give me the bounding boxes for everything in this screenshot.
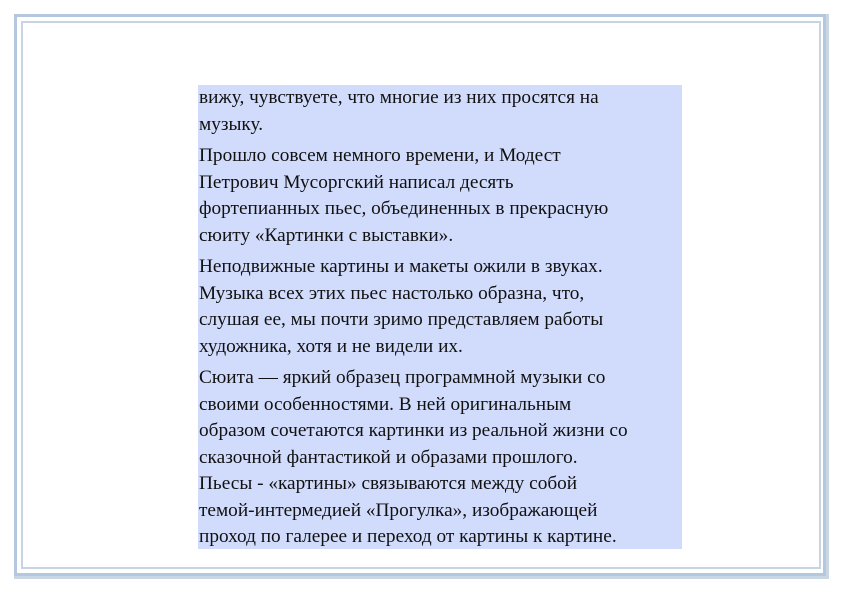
paragraph-1: вижу, чувствуете, что многие из них просятся на музыку. [199,87,599,135]
paragraph-4: Сюита — яркий образец программной музыки со своими особенностями. В ней оригинальным образом сочетаются картинки из реальной жизни со сказочной фантастикой и образами прошлого. Пьесы - «картины» связываются между собой темой-интермедией «Прогулка», изображающей проход по галерее и переход от картины к картине. [199,367,628,547]
paragraph-2: Прошло совсем немного времени, и Модест Петрович Мусоргский написал десять фортепианных пьес, объединенных в прекрасную сюиту «Картинки с выставки». [199,145,609,246]
paragraph-3: Неподвижные картины и макеты ожили в звуках. Музыка всех этих пьес настолько образна, что, слушая ее, мы почти зримо представляем работы художника, хотя и не видели их. [199,256,604,357]
highlighted-text-box[interactable] [198,85,682,549]
frame-shadow-bottom [14,576,829,579]
frame-shadow-right [826,14,829,579]
